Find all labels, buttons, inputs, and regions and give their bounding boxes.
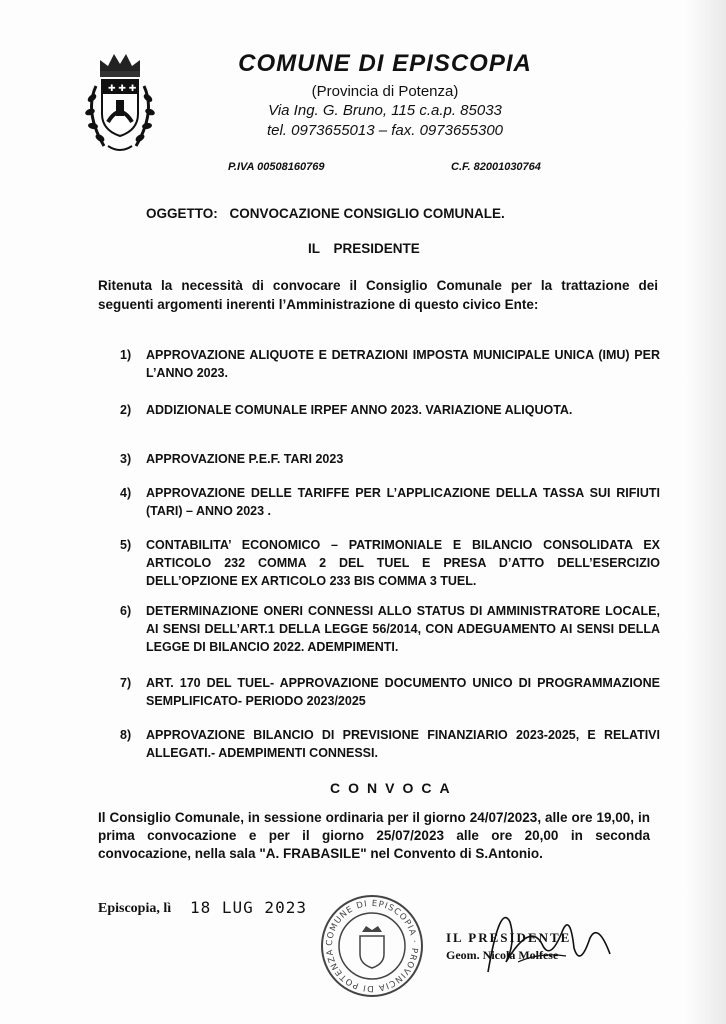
signer-title: IL PRESIDENTE [446, 930, 572, 945]
agenda-number: 8) [120, 728, 132, 742]
agenda-number: 5) [120, 538, 132, 552]
convoca-heading: CONVOCA [330, 780, 458, 796]
agenda-number: 6) [120, 604, 132, 618]
intro-paragraph: Ritenuta la necessità di convocare il Consiglio Comunale per la trattazione dei seguenti argomenti inerenti l’Amministrazione di questo civico Ente: [98, 278, 658, 312]
agenda-item [120, 674, 660, 710]
phone-line: tel. 0973655013 – fax. 0973655300 [266, 122, 504, 139]
agenda-text: APPROVAZIONE P.E.F. TARI 2023 [146, 452, 344, 466]
agenda-item [120, 401, 660, 419]
municipality-title: COMUNE DI EPISCOPIA [238, 50, 532, 77]
agenda-text: CONTABILITA’ ECONOMICO – PATRIMONIALE E BILANCIO CONSOLIDATA EX ARTICOLO 232 COMMA 2 DEL TUEL E PRESA D’ATTO DELL’ESERCIZIO DELL’OPZIONE EX ARTICOLO 233 BIS COMMA 3 TUEL. [146, 538, 660, 588]
subject-label: OGGETTO: [146, 206, 218, 221]
agenda-text: ADDIZIONALE COMUNALE IRPEF ANNO 2023. VARIAZIONE ALIQUOTA. [146, 403, 573, 417]
agenda-item [120, 536, 660, 590]
vat-number: P.IVA 00508160769 [228, 161, 325, 173]
subject-text: CONVOCAZIONE CONSIGLIO COMUNALE. [229, 206, 505, 221]
agenda-number: 7) [120, 676, 132, 690]
date-stamp: 18 LUG 2023 [190, 898, 307, 917]
agenda-text: APPROVAZIONE ALIQUOTE E DETRAZIONI IMPOSTA MUNICIPALE UNICA (IMU) PER L’ANNO 2023. [146, 348, 660, 380]
agenda-item [120, 602, 660, 656]
coat-of-arms-icon [78, 42, 162, 162]
signer-name: Geom. Nicola Molfese [446, 948, 559, 962]
agenda-number: 4) [120, 486, 132, 500]
signature-scribble [470, 892, 620, 992]
address-line: Via Ing. G. Bruno, 115 c.a.p. 85033 [268, 102, 502, 119]
agenda-number: 1) [120, 348, 132, 362]
convocation-paragraph: Il Consiglio Comunale, in sessione ordinaria per il giorno 24/07/2023, alle ore 19,00, in prima convocazione e per il giorno 25/07/2023 alle ore 20,00 in seconda convocazione, nella sala "A. FRABASILE" nel Convento di S.Antonio. [98, 810, 650, 861]
agenda-item [120, 484, 660, 520]
place-label: Episcopia, lì [98, 901, 172, 916]
agenda-item [120, 346, 660, 382]
tax-code: C.F. 82001030764 [451, 161, 541, 173]
seal-text: COMUNE DI EPISCOPIA · PROVINCIA DI POTENZA [324, 898, 420, 994]
president-heading: IL PRESIDENTE [308, 241, 420, 256]
agenda-number: 3) [120, 452, 132, 466]
agenda-text: DETERMINAZIONE ONERI CONNESSI ALLO STATUS DI AMMINISTRATORE LOCALE, AI SENSI DELL’ART.1 DELLA LEGGE 56/2014, CON ADEGUAMENTO AI SENSI DELLA LEGGE DI BILANCIO 2022. ADEMPIMENTI. [146, 604, 660, 654]
subject-line [146, 206, 505, 221]
agenda-text: APPROVAZIONE BILANCIO DI PREVISIONE FINANZIARIO 2023-2025, E RELATIVI ALLEGATI.- ADEMPIMENTI CONNESSI. [146, 728, 660, 760]
province-line: (Provincia di Potenza) [311, 83, 459, 100]
agenda-text: ART. 170 DEL TUEL- APPROVAZIONE DOCUMENTO UNICO DI PROGRAMMAZIONE SEMPLIFICATO- PERIODO 2023/2025 [146, 676, 660, 708]
scan-shadow [686, 0, 726, 1024]
agenda-item [120, 450, 660, 468]
svg-text:✚ ✚ ✚: ✚ ✚ ✚ [108, 84, 137, 94]
official-seal-icon [318, 892, 426, 1000]
agenda-item [120, 726, 660, 762]
agenda-number: 2) [120, 403, 132, 417]
agenda-text: APPROVAZIONE DELLE TARIFFE PER L’APPLICAZIONE DELLA TASSA SUI RIFIUTI (TARI) – ANNO 2023 . [146, 486, 660, 518]
